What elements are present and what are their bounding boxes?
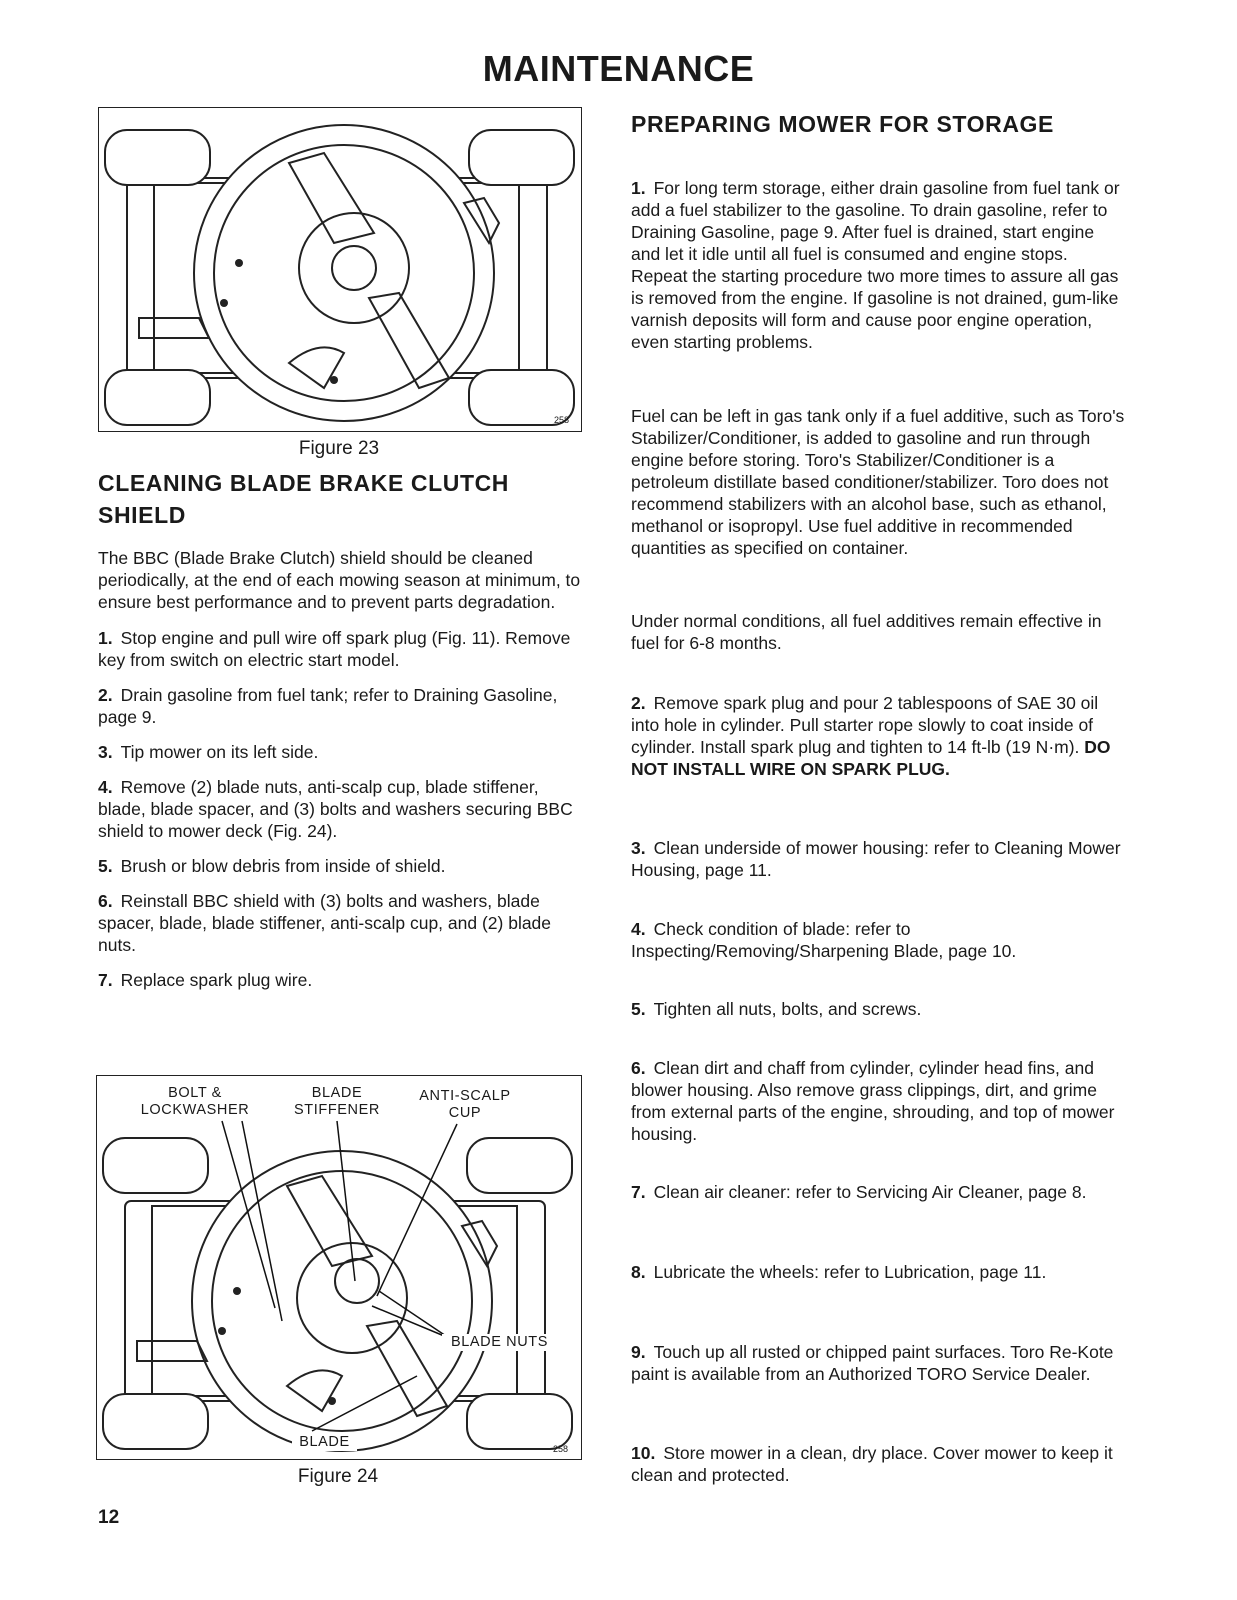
list-item: 5. Brush or blow debris from inside of shield.	[98, 856, 446, 876]
figure-23-caption: Figure 23	[298, 438, 380, 459]
heading-line-1: CLEANING BLADE BRAKE CLUTCH	[98, 470, 510, 496]
list-item: 6. Reinstall BBC shield with (3) bolts and washers, blade spacer, blade, blade stiffener, anti-scalp cup, and (2) blade nuts.	[98, 891, 552, 955]
mower-underside-labeled-drawing	[97, 1076, 581, 1459]
storage-fuel-note: Fuel can be left in gas tank only if a fuel additive, such as Toro's Stabilizer/Conditioner, is added to gasoline and run through engine before storing. Toro's Stabilizer/Conditioner is a petroleum distillate based conditioner/stabilizer. Toro does not recommend stabilizers with an alcohol base, such as ethanol, methanol or isopropyl. Use fuel additive in recommended quantities as specified on container.	[631, 406, 1125, 558]
warning-text: DO NOT INSTALL WIRE ON SPARK PLUG.	[631, 737, 1111, 779]
list-item: 4. Check condition of blade: refer to Inspecting/Removing/Sharpening Blade, page 10.	[631, 919, 1017, 961]
callout-blade-stiffener: BLADE STIFFENER	[294, 1085, 380, 1118]
cleaning-steps-list	[98, 627, 588, 991]
list-item: 8. Lubricate the wheels: refer to Lubrication, page 11.	[631, 1262, 1047, 1282]
page-number: 12	[98, 1507, 120, 1528]
list-item: 6. Clean dirt and chaff from cylinder, cylinder head fins, and blower housing. Also remove grass clippings, dirt, and grime from external parts of the engine, shrouding, and top of mower housing.	[631, 1058, 1115, 1144]
list-item: 7. Clean air cleaner: refer to Servicing Air Cleaner, page 8.	[631, 1182, 1087, 1202]
cleaning-intro: The BBC (Blade Brake Clutch) shield should be cleaned periodically, at the end of each mowing season at minimum, to ensure best performance and to prevent parts degradation.	[98, 548, 581, 612]
figure-23-illustration	[98, 107, 582, 432]
list-item: 9. Touch up all rusted or chipped paint surfaces. Toro Re-Kote paint is available from an Authorized TORO Service Dealer.	[631, 1342, 1114, 1384]
list-item: 3. Tip mower on its left side.	[98, 742, 319, 762]
list-item: 3. Clean underside of mower housing: refer to Cleaning Mower Housing, page 11.	[631, 838, 1121, 880]
section-heading-cleaning	[98, 467, 588, 531]
list-item: 4. Remove (2) blade nuts, anti-scalp cup, blade stiffener, blade, blade spacer, and (3) bolts and washers securing BBC shield to mower deck (Fig. 24).	[98, 777, 573, 841]
figure-23-part-number: 258	[554, 415, 570, 425]
list-item: 2. Drain gasoline from fuel tank; refer to Draining Gasoline, page 9.	[98, 685, 558, 727]
figure-24-illustration	[96, 1075, 582, 1460]
callout-blade: BLADE	[292, 1434, 357, 1451]
figure-24-caption: Figure 24	[297, 1466, 379, 1487]
mower-underside-drawing	[99, 108, 581, 431]
storage-step-2: 2. Remove spark plug and pour 2 tablespoons of SAE 30 oil into hole in cylinder. Pull starter rope slowly to coat inside of cylinder. Install spark plug and tighten to 14 ft-lb (19 N·m). DO NOT INSTALL WIRE ON SPARK PLUG.	[631, 693, 1111, 779]
list-item: 10. Store mower in a clean, dry place. Cover mower to keep it clean and protected.	[631, 1443, 1113, 1485]
callout-blade-nuts: BLADE NUTS	[442, 1334, 557, 1351]
list-item: 1. Stop engine and pull wire off spark plug (Fig. 11). Remove key from switch on electric start model.	[98, 628, 571, 670]
callout-bolt-lockwasher: BOLT & LOCKWASHER	[140, 1085, 250, 1118]
callout-anti-scalp-cup: ANTI-SCALP CUP	[419, 1088, 511, 1121]
list-item: 5. Tighten all nuts, bolts, and screws.	[631, 999, 922, 1019]
page-title: MAINTENANCE	[482, 48, 755, 89]
heading-line-2: SHIELD	[98, 502, 186, 528]
figure-24-part-number: 258	[553, 1444, 569, 1454]
section-heading-storage: PREPARING MOWER FOR STORAGE	[631, 111, 1054, 137]
storage-additive-note: Under normal conditions, all fuel additives remain effective in fuel for 6-8 months.	[631, 611, 1102, 653]
storage-step-1: 1. For long term storage, either drain gasoline from fuel tank or add a fuel stabilizer to the gasoline. To drain gasoline, refer to Draining Gasoline, page 9. After fuel is drained, start engine and let it idle until all fuel is consumed and engine stops. Repeat the starting procedure two more times to assure all gas is removed from the engine. If gasoline is not drained, gum-like varnish deposits will form and cause poor engine operation, even starting problems.	[631, 178, 1120, 352]
list-item: 7. Replace spark plug wire.	[98, 970, 313, 990]
